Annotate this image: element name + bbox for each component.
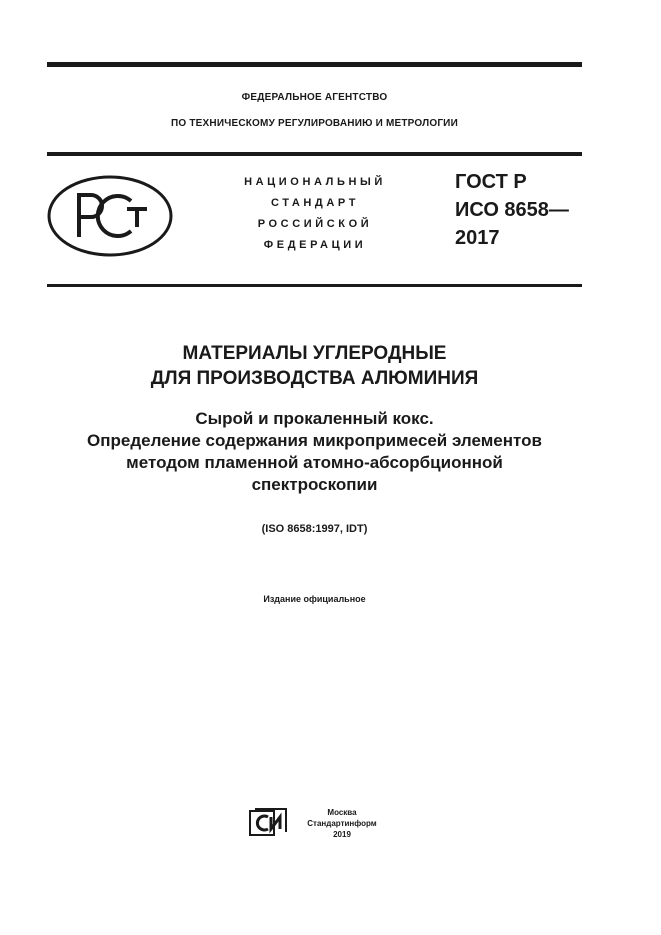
national-standard-line: ФЕДЕРАЦИИ: [263, 239, 367, 251]
standard-designation: [455, 168, 569, 252]
iso-reference: (ISO 8658:1997, IDT): [261, 523, 368, 535]
lower-rule: [47, 284, 582, 287]
national-standard-label: [220, 172, 410, 256]
national-standard-line: НАЦИОНАЛЬНЫЙ: [244, 176, 386, 188]
main-title-line: ДЛЯ ПРОИЗВОДСТВА АЛЮМИНИЯ: [150, 368, 479, 389]
subtitle-line: методом пламенной атомно-абсорбционной: [126, 453, 503, 472]
main-title: [47, 341, 582, 391]
standartinform-logo-icon: [249, 806, 287, 837]
designation-line-3: 2017: [455, 227, 500, 249]
agency-line-1: ФЕДЕРАЛЬНОЕ АГЕНТСТВО: [241, 92, 388, 103]
main-title-line: МАТЕРИАЛЫ УГЛЕРОДНЫЕ: [182, 343, 447, 364]
agency-line-2: ПО ТЕХНИЧЕСКОМУ РЕГУЛИРОВАНИЮ И МЕТРОЛОГИИ: [171, 118, 458, 129]
designation-line-1: ГОСТ Р: [455, 171, 527, 193]
publisher-name: Стандартинформ: [307, 819, 377, 828]
designation-line-2: ИСО 8658—: [455, 199, 569, 221]
subtitle-line: спектроскопии: [251, 475, 378, 494]
subtitle-line: Сырой и прокаленный кокс.: [195, 409, 434, 428]
rst-logo-icon: [47, 175, 173, 257]
top-rule: [47, 62, 582, 67]
edition-label: Издание официальное: [263, 594, 366, 604]
publisher-city: Москва: [327, 808, 357, 817]
subtitle: [47, 408, 582, 496]
middle-rule: [47, 152, 582, 156]
publisher-year: 2019: [333, 830, 351, 839]
publisher-info: [296, 807, 388, 840]
national-standard-line: СТАНДАРТ: [270, 197, 360, 209]
subtitle-line: Определение содержания микропримесей элементов: [87, 431, 542, 450]
national-standard-line: РОССИЙСКОЙ: [257, 218, 373, 230]
